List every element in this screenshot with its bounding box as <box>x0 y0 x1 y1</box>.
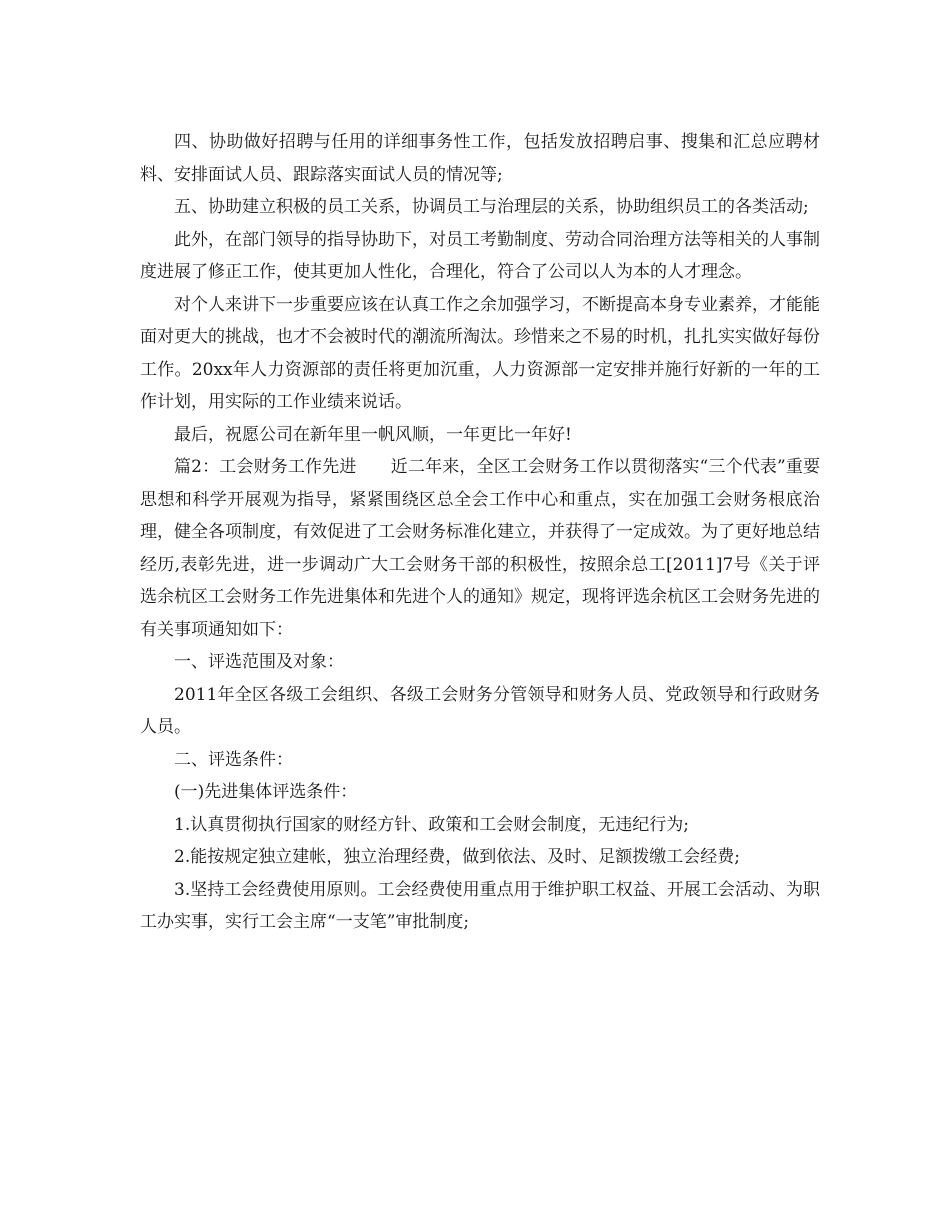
heading-collective-criteria: (一)先进集体评选条件： <box>174 782 358 802</box>
paragraph-closing-wish: 最后，祝愿公司在新年里一帆风顺，一年更比一年好! <box>174 424 572 445</box>
criteria-item-2: 2.能按规定独立建帐，独立治理经费，做到依法、及时、足额拨缴工会经费; <box>174 847 740 867</box>
paragraph-recruitment: 四、协助做好招聘与任用的详细事务性工作，包括发放招聘启事、搜集和汇总应聘材料、安排面试人员、跟踪落实面试人员的情况等; <box>140 132 820 185</box>
paragraph-scope: 2011年全区各级工会组织、各级工会财务分管领导和财务人员、党政领导和行政财务人员。 <box>140 684 820 737</box>
paragraph-article-2-intro: 篇2：工会财务工作先进 近二年来，全区工会财务工作以贯彻落实“三个代表”重要思想和科学开展观为指导，紧紧围绕区总全会工作中心和重点，实在加强工会财务根底治理，健全各项制度，有效促进了工会财务标准化建立，并获得了一定成效。为了更好地总结经历,表彰先进，进一步调动广大工会财务干部的积极性，按照余总工[2011]7号《关于评选余杭区工会财务工作先进集体和先进个人的通知》规定，现将评选余杭区工会财务先进的有关事项通知如下： <box>140 457 820 640</box>
document-body <box>140 126 820 939</box>
paragraph-hr-system-revision: 此外，在部门领导的指导协助下，对员工考勤制度、劳动合同治理方法等相关的人事制度进展了修正工作，使其更加人性化，合理化，符合了公司以人为本的人才理念。 <box>140 229 820 282</box>
heading-criteria: 二、评选条件： <box>174 749 293 770</box>
heading-scope-and-targets: 一、评选范围及对象： <box>174 652 344 672</box>
paragraph-personal-plan: 对个人来讲下一步重要应该在认真工作之余加强学习，不断提高本身专业素养，才能能面对更大的挑战，也才不会被时代的潮流所淘汰。珍惜来之不易的时机，扎扎实实做好每份工作。20xx年人力资源部的责任将更加沉重，人力资源部一定安排并施行好新的一年的工作计划，用实际的工作业绩来说话。 <box>140 294 820 412</box>
criteria-item-1: 1.认真贯彻执行国家的财经方针、政策和工会财会制度，无违纪行为; <box>174 814 689 835</box>
paragraph-employee-relations: 五、协助建立积极的员工关系，协调员工与治理层的关系，协助组织员工的各类活动; <box>174 197 809 217</box>
criteria-item-3: 3.坚持工会经费使用原则。工会经费使用重点用于维护职工权益、开展工会活动、为职工办实事，实行工会主席“一支笔”审批制度; <box>140 879 820 932</box>
